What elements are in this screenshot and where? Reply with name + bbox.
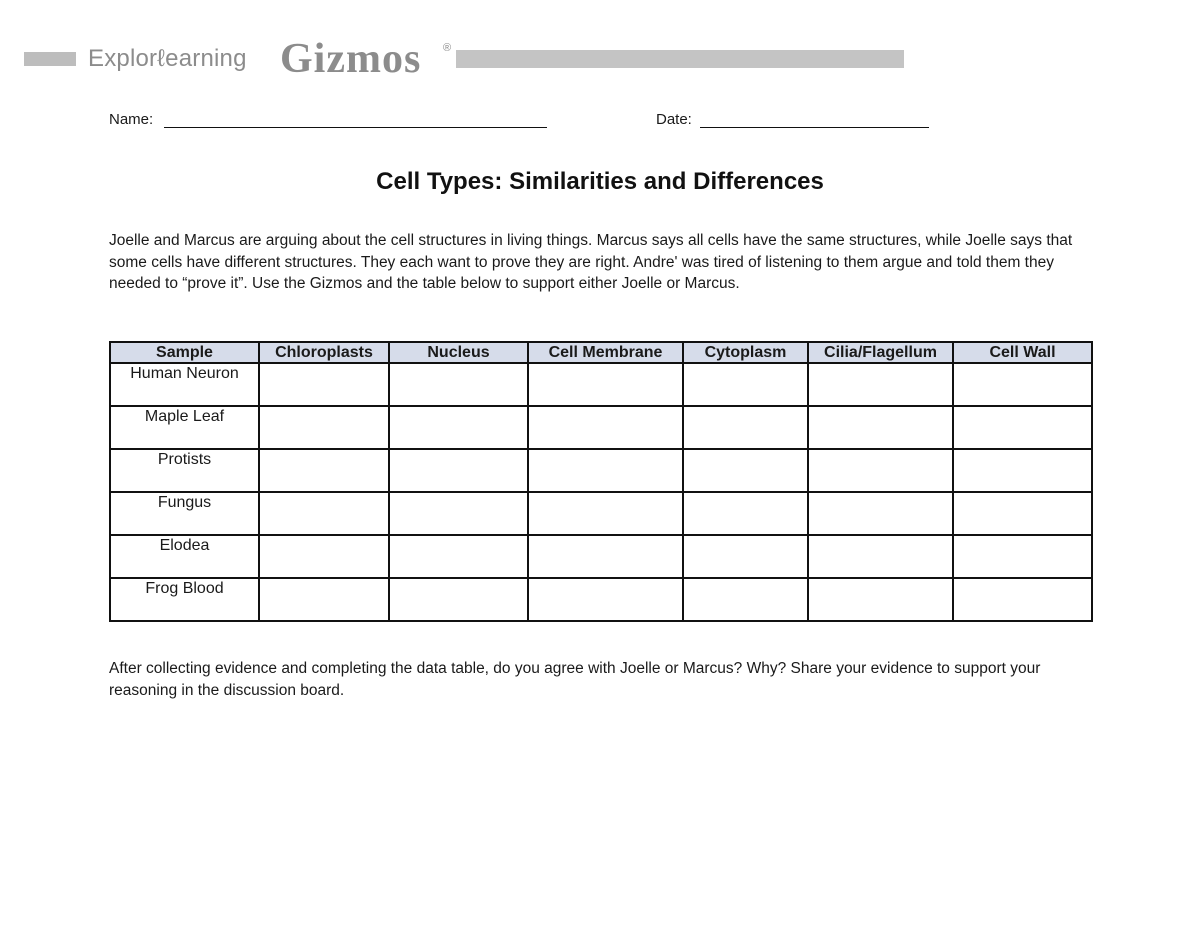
name-label: Name: [109, 111, 154, 128]
date-field[interactable] [656, 111, 692, 128]
table-cell[interactable] [953, 578, 1092, 621]
table-cell[interactable] [808, 449, 953, 492]
table-cell[interactable] [683, 578, 808, 621]
header-sample: Sample [110, 342, 259, 363]
table-cell[interactable] [808, 406, 953, 449]
date-label: Date: [656, 111, 692, 128]
table-row [110, 449, 1092, 492]
date-line[interactable] [700, 127, 929, 128]
table-header-row [110, 342, 1092, 363]
table-cell[interactable] [808, 492, 953, 535]
table-cell[interactable] [528, 363, 683, 406]
table-cell[interactable] [259, 406, 389, 449]
table-row [110, 406, 1092, 449]
table-cell[interactable] [528, 492, 683, 535]
table-cell[interactable] [683, 492, 808, 535]
logo-explorelearning-text: Explorℓearning [88, 45, 247, 72]
sample-cell: Maple Leaf [110, 406, 259, 449]
table-cell[interactable] [953, 492, 1092, 535]
sample-cell: Human Neuron [110, 363, 259, 406]
table-cell[interactable] [389, 449, 528, 492]
brand-header [24, 36, 904, 82]
header-bar-right [456, 50, 904, 68]
sample-cell: Elodea [110, 535, 259, 578]
header-bar-left [24, 52, 76, 66]
table-row [110, 578, 1092, 621]
table-cell[interactable] [259, 535, 389, 578]
table-cell[interactable] [808, 578, 953, 621]
header-nucleus: Nucleus [389, 342, 528, 363]
name-field[interactable] [109, 111, 153, 128]
table-cell[interactable] [808, 363, 953, 406]
table-cell[interactable] [953, 535, 1092, 578]
table-cell[interactable] [389, 578, 528, 621]
table-cell[interactable] [389, 492, 528, 535]
header-cilia-flagellum: Cilia/Flagellum [808, 342, 953, 363]
sample-cell: Protists [110, 449, 259, 492]
table-cell[interactable] [528, 449, 683, 492]
table-cell[interactable] [683, 449, 808, 492]
cell-structures-table [109, 341, 1093, 622]
header-cytoplasm: Cytoplasm [683, 342, 808, 363]
table-row [110, 363, 1092, 406]
table-cell[interactable] [683, 406, 808, 449]
table-cell[interactable] [259, 578, 389, 621]
table-row [110, 535, 1092, 578]
table-cell[interactable] [389, 363, 528, 406]
table-cell[interactable] [953, 406, 1092, 449]
sample-cell: Fungus [110, 492, 259, 535]
table-cell[interactable] [528, 406, 683, 449]
name-line[interactable] [164, 127, 547, 128]
table-cell[interactable] [953, 449, 1092, 492]
table-cell[interactable] [389, 535, 528, 578]
table-cell[interactable] [953, 363, 1092, 406]
table-cell[interactable] [528, 578, 683, 621]
sample-cell: Frog Blood [110, 578, 259, 621]
table-cell[interactable] [528, 535, 683, 578]
table-cell[interactable] [683, 535, 808, 578]
logo-registered-mark: ® [443, 42, 452, 54]
table-cell[interactable] [808, 535, 953, 578]
header-chloroplasts: Chloroplasts [259, 342, 389, 363]
header-cell-wall: Cell Wall [953, 342, 1092, 363]
page-title: Cell Types: Similarities and Differences [376, 168, 824, 195]
table-cell[interactable] [259, 492, 389, 535]
closing-paragraph: After collecting evidence and completing the data table, do you agree with Joelle or Marcus? Why? Share your evidence to support your reasoning in the discussion board. [109, 660, 1041, 699]
table-cell[interactable] [683, 363, 808, 406]
logo-gizmos-text: Gizmos [280, 36, 422, 82]
header-cell-membrane: Cell Membrane [528, 342, 683, 363]
intro-paragraph: Joelle and Marcus are arguing about the cell structures in living things. Marcus says all cells have the same structures, while Joelle says that some cells have different structures. They each want to prove they are right. Andre' was tired of listening to them argue and told them they needed to “prove it”. Use the Gizmos and the table below to support either Joelle or Marcus. [109, 232, 1073, 292]
table-cell[interactable] [259, 363, 389, 406]
table-row [110, 492, 1092, 535]
table-cell[interactable] [259, 449, 389, 492]
table-cell[interactable] [389, 406, 528, 449]
